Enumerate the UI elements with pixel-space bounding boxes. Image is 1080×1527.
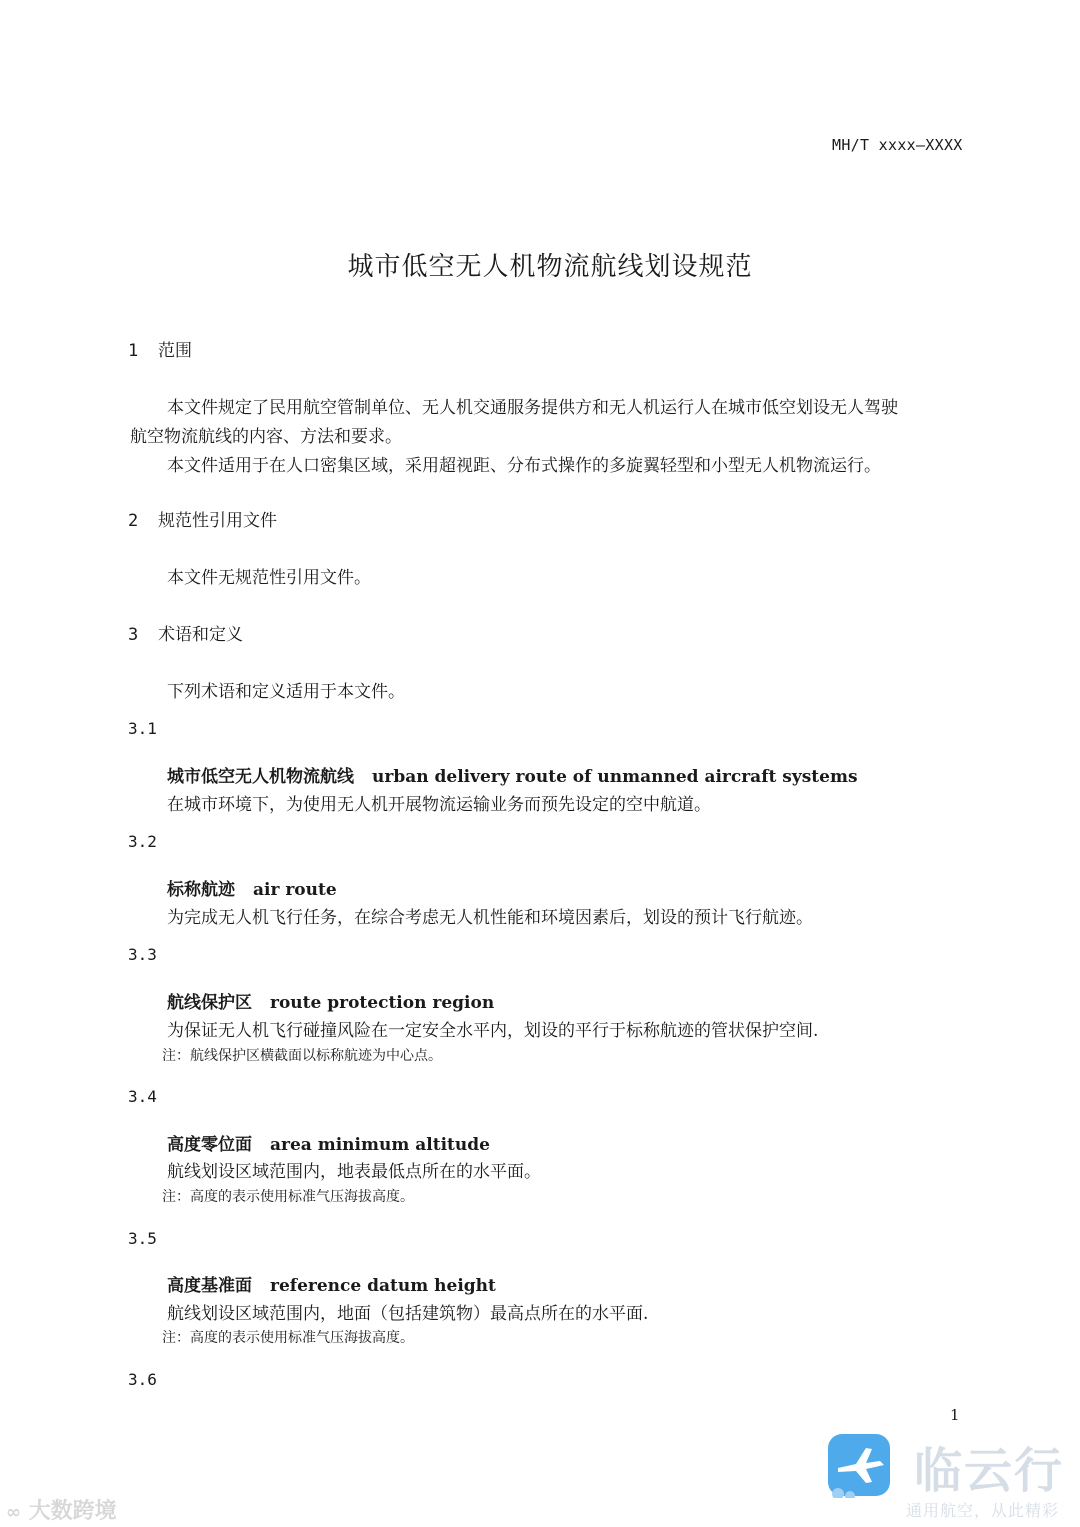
section-2-heading [128, 506, 277, 531]
term-heading [167, 1271, 496, 1296]
section-number: 1 [128, 341, 139, 361]
page-number: 1 [950, 1406, 960, 1424]
term-zh: 高度基准面 [167, 1276, 252, 1296]
document-title: 城市低空无人机物流航线划设规范 [347, 252, 753, 282]
clause-number: 3.3 [128, 945, 157, 964]
term-heading [167, 875, 337, 900]
term-en: area minimum altitude [270, 1135, 490, 1155]
term-definition: 为保证无人机飞行碰撞风险在一定安全水平内，划设的平行于标称航迹的管状保护空间. [167, 1021, 819, 1041]
term-zh: 标称航迹 [167, 880, 235, 900]
term-definition: 为完成无人机飞行任务，在综合考虑无人机性能和环境因素后，划设的预计飞行航迹。 [167, 908, 813, 928]
term-zh: 高度零位面 [167, 1135, 252, 1155]
paragraph: 本文件适用于在人口密集区域，采用超视距、分布式操作的多旋翼轻型和小型无人机物流运行。 [167, 456, 881, 476]
watermark-left-text: 大数跨境 [28, 1499, 117, 1524]
paragraph-continuation: 航空物流航线的内容、方法和要求。 [130, 427, 402, 447]
watermark-slogan: 通用航空，从此精彩 [906, 1501, 1060, 1520]
term-note: 注：高度的表示使用标准气压海拔高度。 [162, 1330, 414, 1346]
section-1-heading [128, 336, 192, 361]
clause-number: 3.6 [128, 1370, 157, 1389]
paragraph: 本文件规定了民用航空管制单位、无人机交通服务提供方和无人机运行人在城市低空划设无人驾驶 [167, 398, 898, 418]
term-en: air route [253, 880, 337, 900]
section-number: 2 [128, 511, 139, 531]
term-en: urban delivery route of unmanned aircraft systems [372, 767, 858, 787]
section-3-heading [128, 620, 243, 645]
term-definition: 在城市环境下，为使用无人机开展物流运输业务而预先设定的空中航道。 [167, 795, 711, 815]
standard-code: MH/T xxxx—XXXX [832, 136, 963, 154]
watermark-brand: 临云行 [914, 1443, 1065, 1499]
term-zh: 城市低空无人机物流航线 [167, 767, 354, 787]
paragraph: 本文件无规范性引用文件。 [167, 568, 371, 588]
clause-number: 3.2 [128, 832, 157, 851]
term-en: reference datum height [270, 1276, 496, 1296]
section-title: 范围 [158, 341, 192, 361]
term-zh: 航线保护区 [167, 993, 252, 1013]
term-en: route protection region [270, 993, 495, 1013]
clause-number: 3.1 [128, 719, 157, 738]
watermark-left [6, 1494, 117, 1525]
section-title: 规范性引用文件 [158, 511, 277, 531]
term-heading [167, 1130, 490, 1155]
term-definition: 航线划设区域范围内，地面（包括建筑物）最高点所在的水平面. [167, 1304, 649, 1324]
section-title: 术语和定义 [158, 625, 243, 645]
clause-number: 3.4 [128, 1087, 157, 1106]
term-note: 注：航线保护区横截面以标称航迹为中心点。 [162, 1048, 442, 1064]
link-icon: ∞ [6, 1502, 21, 1523]
term-heading [167, 988, 494, 1013]
clause-number: 3.5 [128, 1229, 157, 1248]
paragraph: 下列术语和定义适用于本文件。 [167, 682, 405, 702]
airplane-logo-icon [826, 1432, 892, 1498]
term-note: 注：高度的表示使用标准气压海拔高度。 [162, 1189, 414, 1205]
section-number: 3 [128, 625, 139, 645]
term-heading [167, 762, 858, 787]
term-definition: 航线划设区域范围内，地表最低点所在的水平面。 [167, 1162, 541, 1182]
